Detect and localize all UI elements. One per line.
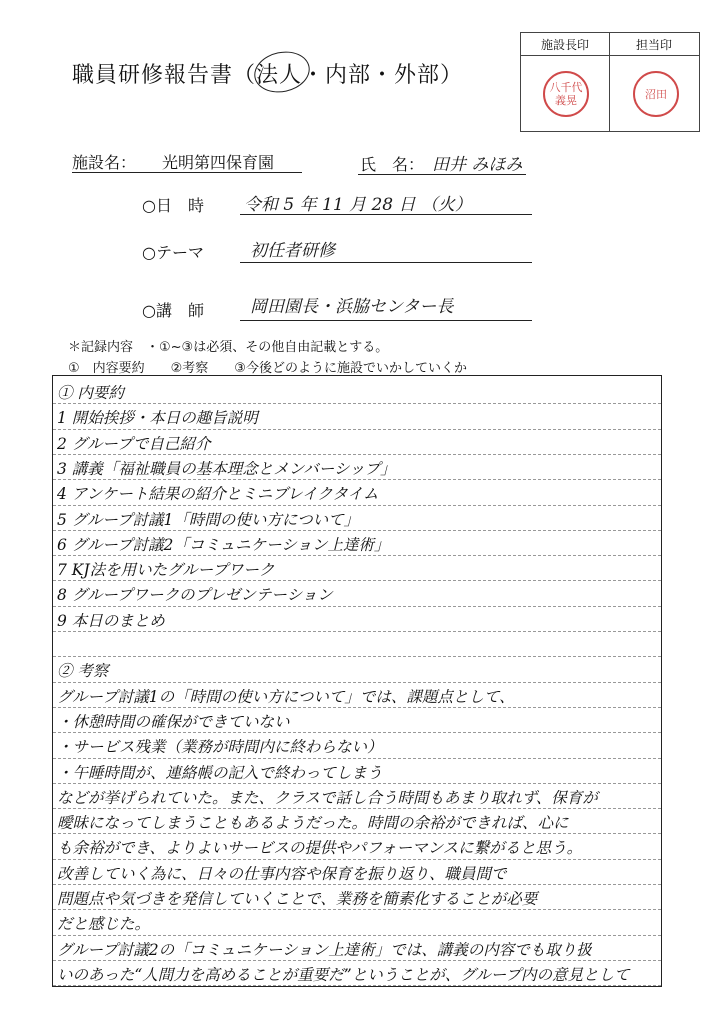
report-line: いのあった“人間力を高めることが重要だ”ということが、グループ内の意見として	[57, 965, 630, 984]
theme-underline	[240, 262, 532, 263]
lecturer-underline	[240, 320, 532, 321]
report-line: グループ討議2の「コミュニケーション上達術」では、講義の内容でも取り扱	[57, 940, 592, 959]
ruled-line	[53, 682, 661, 683]
ruled-line	[53, 833, 661, 834]
report-line: 改善していく為に、日々の仕事内容や保育を振り返り、職員間で	[57, 864, 507, 883]
report-title-text: 職員研修報告書（法人・内部・外部）	[72, 63, 464, 88]
staff-stamp-label: 担当印	[635, 38, 672, 52]
facility-value: 光明第四保育園	[162, 153, 275, 172]
ruled-line	[53, 909, 661, 910]
report-line: 2 グループで自己紹介	[57, 434, 211, 453]
director-seal: 八千代 義晃	[543, 71, 589, 117]
ruled-line	[53, 505, 661, 506]
name-value: 田井 みほみ	[432, 155, 523, 175]
ruled-line	[53, 606, 661, 607]
theme-value: 初任者研修	[250, 241, 335, 261]
stamp-box	[520, 32, 700, 132]
report-line: も余裕ができ、よりよいサービスの提供やパフォーマンスに繋がると思う。	[57, 839, 583, 858]
ruled-line	[53, 403, 661, 404]
ruled-line	[53, 454, 661, 455]
ruled-line	[53, 656, 661, 657]
report-line: 問題点や気づきを発信していくことで、業務を簡素化することが必要	[57, 890, 538, 908]
facility-label: 施設名：	[72, 153, 137, 172]
report-line: ① 内要約	[57, 384, 124, 402]
date-value: 令和 5 年 11 月 28 日 （火）	[244, 195, 472, 215]
instructions-line-1: ＊記録内容 ・①~③は必須、その他自由記載とする。	[68, 340, 389, 355]
report-line: 9 本日のまとめ	[57, 611, 165, 630]
ruled-line	[53, 479, 661, 480]
ruled-line	[53, 555, 661, 556]
director-stamp-label: 施設長印	[540, 38, 589, 52]
report-line: 7 KJ法を用いたグループワーク	[57, 561, 275, 580]
date-label: ○日 時	[142, 196, 204, 215]
report-line: だと感じた。	[57, 915, 151, 934]
report-line: 4 アンケート結果の紹介とミニブレイクタイム	[57, 485, 379, 504]
ruled-line	[53, 758, 661, 759]
report-line: ・午睡時間が、連絡帳の記入で終わってしまう	[57, 763, 383, 782]
theme-label: ○テーマ	[142, 243, 204, 262]
ruled-line	[53, 935, 661, 936]
ruled-line	[53, 530, 661, 531]
ruled-line	[53, 783, 661, 784]
ruled-line	[53, 808, 661, 809]
ruled-line	[53, 859, 661, 860]
report-line: ② 考察	[57, 662, 109, 681]
instructions-line-2: ① 内容要約 ②考察 ③今後どのように施設でいかしていくか	[68, 361, 467, 376]
staff-seal: 沼田	[633, 71, 679, 117]
report-line: ・休憩時間の確保ができていない	[57, 712, 290, 731]
report-line: 3 講義「福祉職員の基本理念とメンバーシップ」	[57, 459, 396, 478]
ruled-line	[53, 960, 661, 961]
report-line: 6 グループ討議2「コミュニケーション上達術」	[57, 535, 390, 554]
facility-underline	[72, 172, 302, 173]
ruled-line	[53, 580, 661, 581]
ruled-line	[53, 707, 661, 708]
name-underline	[358, 174, 526, 175]
lecturer-label: ○講 師	[142, 301, 204, 320]
report-title	[72, 58, 463, 89]
ruled-line	[53, 631, 661, 632]
date-underline	[240, 214, 532, 215]
report-line: 5 グループ討議1「時間の使い方について」	[57, 510, 360, 529]
ruled-line	[53, 429, 661, 430]
report-line: グループ討議1の「時間の使い方について」では、課題点として、	[57, 687, 515, 706]
report-line: などが挙げられていた。また、クラスで話し合う時間もあまり取れず、保育が	[57, 788, 598, 807]
ruled-line	[53, 884, 661, 885]
report-line: 1 開始挨拶・本日の趣旨説明	[57, 409, 258, 428]
ruled-line	[53, 732, 661, 733]
report-line: 曖昧になってしまうこともあるようだった。時間の余裕ができれば、心に	[57, 814, 569, 833]
report-line: 8 グループワークのプレゼンテーション	[57, 586, 333, 605]
selected-option-circle	[250, 47, 313, 98]
lecturer-value: 岡田園長・浜脇センター長	[250, 297, 454, 317]
name-label: 氏 名：	[360, 155, 425, 174]
ruled-line	[53, 985, 661, 986]
report-box	[52, 375, 662, 987]
report-line: ・サービス残業（業務が時間内に終わらない）	[57, 738, 383, 757]
